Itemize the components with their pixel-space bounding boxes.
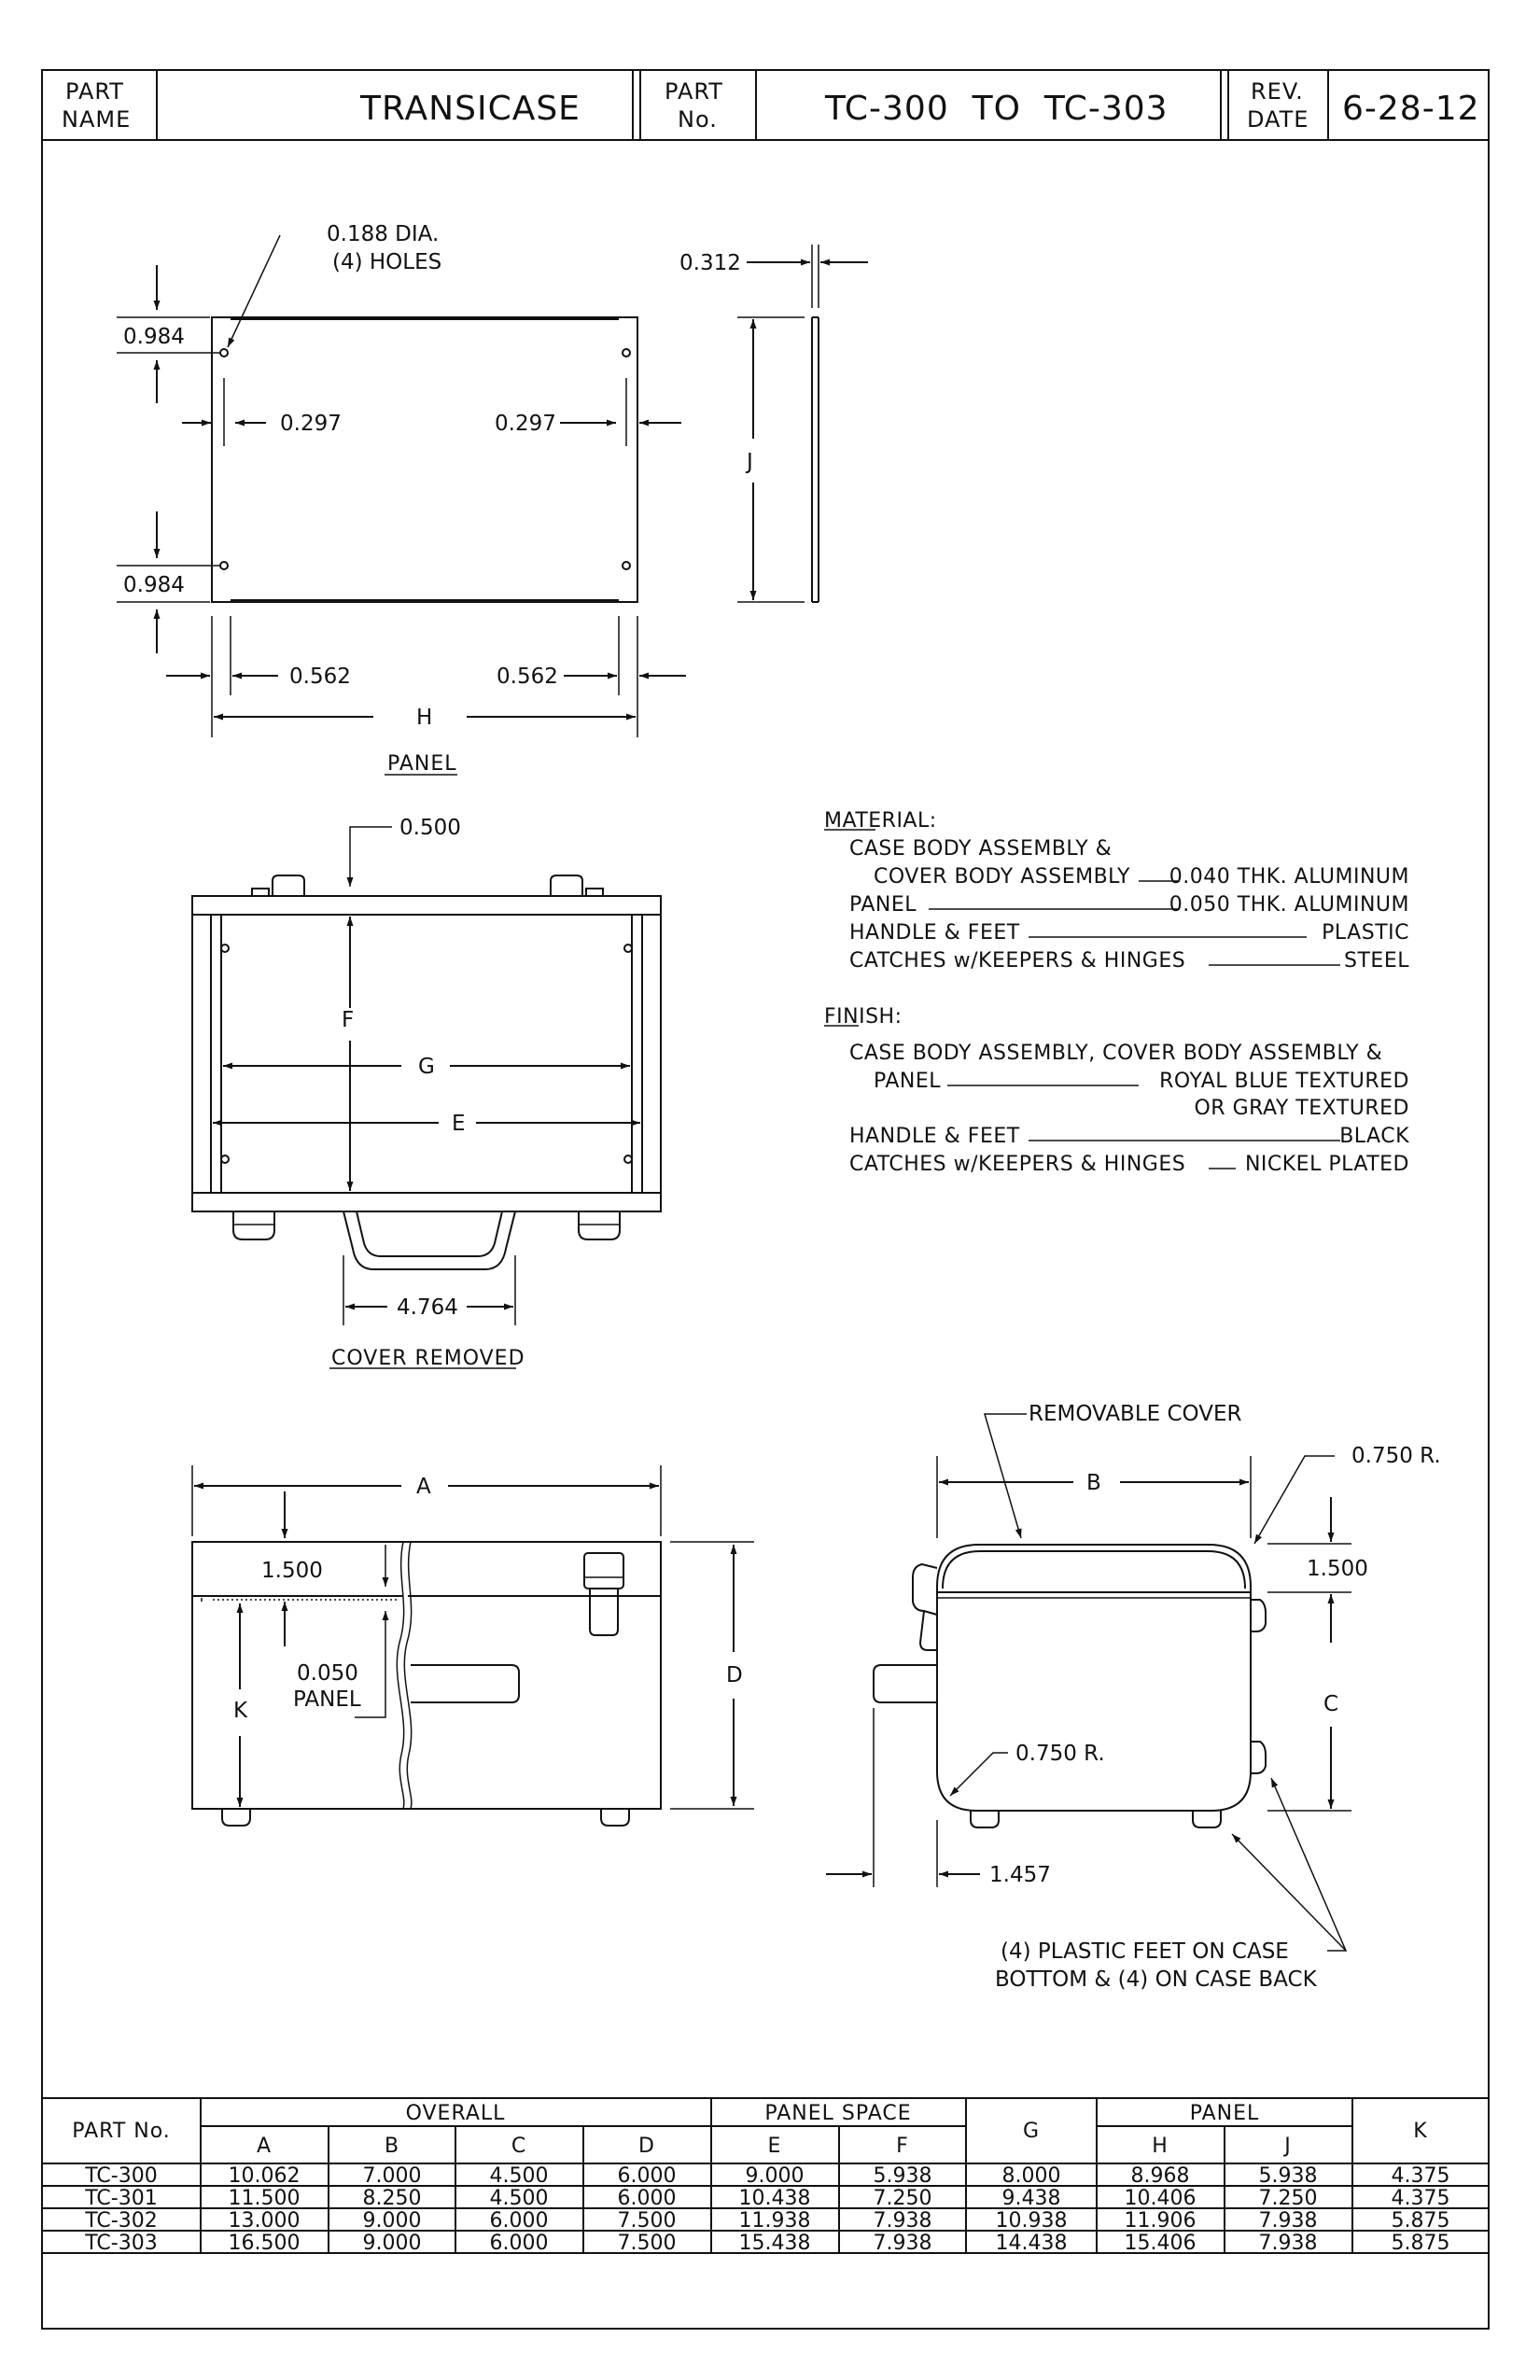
dimension-table — [72, 2102, 1449, 2255]
table-cell-c: 6.000 — [489, 2209, 549, 2233]
material-line-2: COVER BODY ASSEMBLY — [874, 865, 1130, 889]
table-row — [84, 2232, 1449, 2255]
table-cell-k: 5.875 — [1391, 2232, 1450, 2255]
material-line-3-spec: 0.050 THK. ALUMINUM — [1169, 893, 1409, 917]
table-cell-c: 6.000 — [489, 2232, 549, 2255]
part-no-value: TC-300 TO TC-303 — [825, 90, 1169, 128]
table-cell-e: 15.438 — [738, 2232, 811, 2255]
table-cell-a: 16.500 — [228, 2232, 301, 2255]
table-cell-b: 8.250 — [362, 2187, 422, 2210]
dim-panel-thickness: 0.312 — [679, 251, 741, 275]
panel-side-outline — [812, 317, 819, 602]
dim-c: C — [1323, 1692, 1339, 1716]
dim-bottom-radius: 0.750 R. — [1015, 1742, 1105, 1766]
table-cell-c: 4.500 — [489, 2187, 549, 2210]
dim-panel-thk-label: PANEL — [293, 1687, 361, 1712]
table-sub-b: B — [384, 2135, 400, 2158]
dim-left-edge: 0.562 — [289, 665, 351, 689]
table-cell-d: 7.500 — [617, 2232, 677, 2255]
table-cell-g: 14.438 — [995, 2232, 1068, 2255]
panel-view-title: PANEL — [387, 752, 457, 776]
dim-g: G — [418, 1055, 435, 1079]
panel-front-outline — [212, 317, 637, 602]
material-line-5-spec: STEEL — [1344, 949, 1409, 973]
table-header-k: K — [1413, 2120, 1428, 2143]
table-cell-j: 5.938 — [1258, 2164, 1318, 2188]
dim-d: D — [726, 1663, 743, 1687]
note-removable-cover: REMOVABLE COVER — [1029, 1402, 1242, 1426]
table-cell-b: 9.000 — [362, 2232, 422, 2255]
table-cell-f: 7.938 — [873, 2209, 932, 2233]
table-cell-k: 4.375 — [1391, 2164, 1450, 2188]
table-header-panel-space: PANEL SPACE — [764, 2102, 912, 2125]
dim-panel-width: H — [416, 706, 433, 730]
finish-heading: FINISH: — [824, 1005, 903, 1029]
table-cell-g: 9.438 — [1001, 2187, 1061, 2210]
dim-top-radius: 0.750 R. — [1351, 1444, 1441, 1468]
part-no-label-1: PART — [665, 78, 723, 105]
dim-side-handle: 1.457 — [989, 1863, 1051, 1887]
table-cell-b: 7.000 — [362, 2164, 422, 2188]
table-cell-part: TC-301 — [85, 2187, 158, 2210]
dim-panel-thk: 0.050 — [297, 1661, 358, 1686]
dim-side-cover: 1.500 — [1307, 1557, 1368, 1581]
table-cell-k: 5.875 — [1391, 2209, 1450, 2233]
finish-line-2-spec: ROYAL BLUE TEXTURED — [1159, 1070, 1409, 1093]
table-header-overall: OVERALL — [405, 2102, 506, 2125]
table-cell-e: 10.438 — [738, 2187, 811, 2210]
finish-notes — [824, 1005, 1409, 1176]
table-cell-d: 6.000 — [617, 2187, 677, 2210]
hole-note-size: 0.188 DIA. — [327, 222, 440, 246]
table-sub-c: C — [511, 2135, 527, 2158]
rev-label-1: REV. — [1251, 78, 1304, 105]
finish-line-4: HANDLE & FEET — [849, 1125, 1020, 1148]
material-line-1: CASE BODY ASSEMBLY & — [849, 837, 1113, 861]
table-cell-j: 7.250 — [1258, 2187, 1318, 2210]
table-sub-f: F — [896, 2135, 909, 2158]
table-cell-part: TC-300 — [85, 2164, 158, 2188]
table-cell-d: 6.000 — [617, 2164, 677, 2188]
part-name-label-1: PART — [65, 78, 124, 105]
dim-f: F — [342, 1008, 355, 1032]
cover-removed-title: COVER REMOVED — [331, 1347, 525, 1370]
table-cell-b: 9.000 — [362, 2209, 422, 2233]
finish-line-1: CASE BODY ASSEMBLY, COVER BODY ASSEMBLY & — [849, 1042, 1383, 1065]
table-sub-h: H — [1152, 2135, 1169, 2158]
material-line-4: HANDLE & FEET — [849, 921, 1020, 945]
dim-left-hole: 0.297 — [280, 412, 342, 436]
dim-a: A — [416, 1475, 431, 1499]
table-row — [84, 2209, 1449, 2233]
table-cell-j: 7.938 — [1258, 2232, 1318, 2255]
table-cell-a: 10.062 — [228, 2164, 301, 2188]
table-cell-h: 10.406 — [1124, 2187, 1197, 2210]
finish-line-3-spec: OR GRAY TEXTURED — [1194, 1097, 1409, 1120]
finish-line-5: CATCHES w/KEEPERS & HINGES — [849, 1153, 1186, 1176]
case-front-outline — [192, 1542, 661, 1826]
note-feet-line-1: (4) PLASTIC FEET ON CASE — [1001, 1939, 1289, 1964]
table-cell-part: TC-302 — [85, 2209, 158, 2233]
material-line-4-spec: PLASTIC — [1322, 921, 1409, 945]
rev-date-value: 6-28-12 — [1342, 90, 1480, 128]
table-row — [84, 2164, 1449, 2188]
table-cell-f: 7.938 — [873, 2232, 932, 2255]
table-sub-j: J — [1284, 2135, 1292, 2158]
table-cell-f: 5.938 — [873, 2164, 932, 2188]
material-line-3: PANEL — [849, 893, 917, 917]
table-cell-c: 4.500 — [489, 2164, 549, 2188]
dim-right-edge: 0.562 — [497, 665, 558, 689]
table-header-panel: PANEL — [1189, 2102, 1260, 2125]
note-feet-line-2: BOTTOM & (4) ON CASE BACK — [995, 1967, 1317, 1992]
table-cell-h: 15.406 — [1124, 2232, 1197, 2255]
finish-line-5-spec: NICKEL PLATED — [1244, 1153, 1409, 1176]
dim-top-offset: 0.984 — [123, 325, 185, 349]
material-line-2-spec: 0.040 THK. ALUMINUM — [1169, 865, 1409, 889]
material-heading: MATERIAL: — [824, 809, 937, 833]
table-cell-h: 11.906 — [1124, 2209, 1197, 2233]
table-cell-a: 11.500 — [228, 2187, 301, 2210]
dim-cover-top: 0.500 — [399, 816, 461, 840]
table-cell-g: 8.000 — [1001, 2164, 1061, 2188]
finish-line-4-spec: BLACK — [1339, 1125, 1409, 1148]
dim-right-hole: 0.297 — [495, 412, 556, 436]
table-cell-f: 7.250 — [873, 2187, 932, 2210]
dim-b: B — [1086, 1471, 1101, 1495]
case-side-outline — [874, 1545, 1266, 1827]
material-notes — [824, 809, 1409, 973]
part-no-label-2: No. — [678, 106, 718, 133]
hole-note-count: (4) HOLES — [332, 250, 442, 274]
table-cell-e: 9.000 — [745, 2164, 805, 2188]
dim-front-cover: 1.500 — [261, 1559, 323, 1583]
finish-line-2: PANEL — [874, 1070, 942, 1093]
dim-bottom-offset: 0.984 — [123, 573, 185, 597]
dim-panel-height: J — [747, 450, 753, 474]
material-line-5: CATCHES w/KEEPERS & HINGES — [849, 949, 1186, 973]
part-name-label-2: NAME — [62, 106, 132, 133]
table-sub-e: E — [767, 2135, 782, 2158]
table-header-part-no: PART No. — [72, 2120, 171, 2143]
dim-handle-width: 4.764 — [397, 1295, 458, 1320]
table-row — [84, 2187, 1449, 2210]
table-cell-a: 13.000 — [228, 2209, 301, 2233]
table-cell-g: 10.938 — [995, 2209, 1068, 2233]
rev-label-2: DATE — [1247, 106, 1309, 133]
table-cell-h: 8.968 — [1130, 2164, 1190, 2188]
table-cell-part: TC-303 — [85, 2232, 158, 2255]
dim-k: K — [233, 1699, 248, 1723]
table-cell-d: 7.500 — [617, 2209, 677, 2233]
table-sub-d: D — [638, 2135, 655, 2158]
table-cell-j: 7.938 — [1258, 2209, 1318, 2233]
table-header-g: G — [1022, 2120, 1041, 2143]
part-name-value: TRANSICASE — [360, 90, 581, 128]
table-cell-e: 11.938 — [738, 2209, 811, 2233]
dim-e: E — [452, 1112, 466, 1136]
table-sub-a: A — [256, 2135, 273, 2158]
table-cell-k: 4.375 — [1391, 2187, 1450, 2210]
